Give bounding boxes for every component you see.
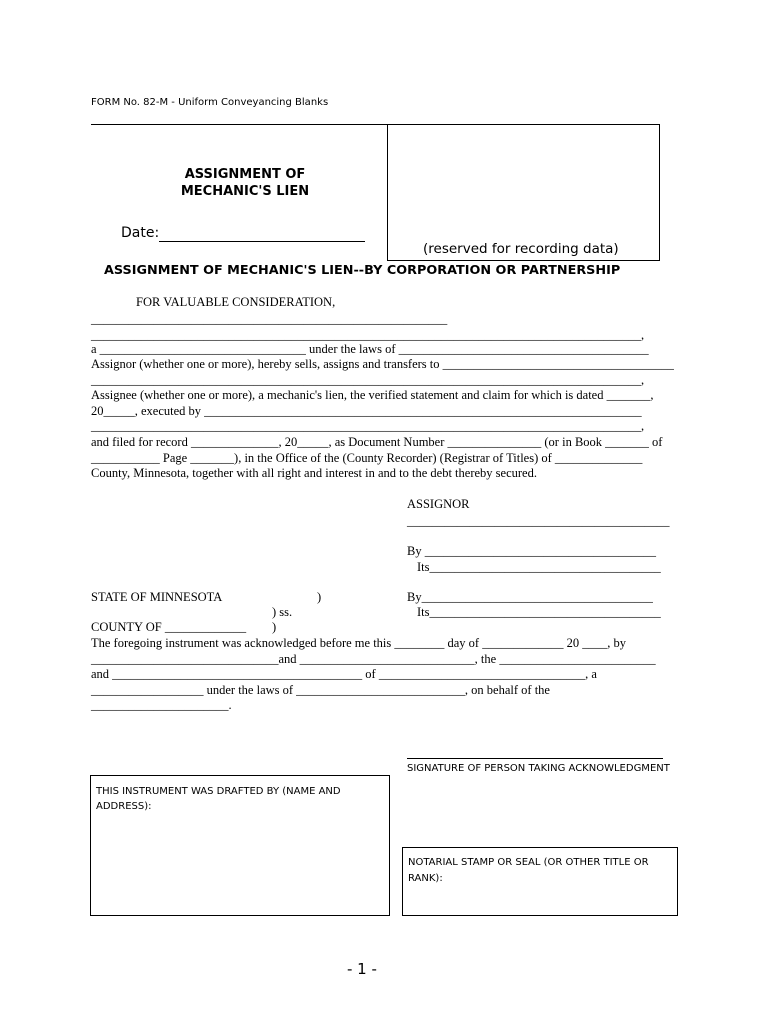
assignor-label: ASSIGNOR (407, 497, 470, 511)
date-field-line (159, 241, 365, 242)
acknowledgment-line-4: __________________ under the laws of ___________________________, on behalf of the (91, 683, 550, 697)
acknowledgment-line-3: and ________________________________________ of _________________________________, a (91, 667, 597, 681)
its-title-line: Its_____________________________________ (417, 560, 661, 574)
drafted-by-line-1: THIS INSTRUMENT WAS DRAFTED BY (NAME AND (96, 786, 341, 797)
its-title-line-2: Its_____________________________________ (417, 605, 661, 619)
consideration-text: FOR VALUABLE CONSIDERATION, (136, 295, 336, 309)
by-signature-line: By _____________________________________ (407, 544, 656, 558)
executed-line: 20_____, executed by ______________________________________________________________________ (91, 404, 642, 418)
assignor-signature-line: __________________________________________ (407, 514, 670, 528)
page-number: - 1 - (347, 960, 377, 978)
state-label: STATE OF MINNESOTA (91, 590, 223, 604)
title-line-1: ASSIGNMENT OF (184, 167, 306, 182)
notary-box-line-1: NOTARIAL STAMP OR SEAL (OR OTHER TITLE OR (408, 857, 649, 868)
recording-box-caption: (reserved for recording data) (423, 241, 619, 257)
signature-caption: SIGNATURE OF PERSON TAKING ACKNOWLEDGMENT (407, 763, 670, 774)
acknowledgment-line-2: ______________________________and ____________________________, the _________________________ (91, 652, 656, 666)
assignee-line: Assignee (whether one or more), a mechanic's lien, the verified statement and claim for which is dated _______, (91, 388, 654, 402)
title-line-2: MECHANIC'S LIEN (180, 184, 310, 199)
ss-label: ) ss. (272, 605, 293, 619)
state-paren: ) (317, 590, 322, 604)
under-laws-line: a _________________________________ under the laws of ________________________________________ (91, 342, 649, 356)
county-line: County, Minnesota, together with all right and interest in and to the debt thereby secured. (91, 466, 537, 480)
date-label: Date: (121, 225, 160, 241)
drafted-by-line-2: ADDRESS): (96, 801, 152, 812)
blank-line-comma-1: ________________________________________________________________________________________, (91, 328, 645, 342)
header-rule (91, 124, 388, 125)
by-signature-line-2: By_____________________________________ (407, 590, 653, 604)
main-heading: ASSIGNMENT OF MECHANIC'S LIEN--BY CORPORATION OR PARTNERSHIP (104, 263, 621, 278)
notary-box-line-2: RANK): (408, 873, 443, 884)
blank-line: _________________________________________________________ (91, 312, 448, 326)
county-paren: ) (272, 620, 277, 634)
page-line: ___________ Page _______), in the Office of the (County Recorder) (Registrar of Titles) of ______________ (91, 451, 643, 465)
acknowledgment-line-5: ______________________. (91, 698, 232, 712)
blank-line-comma-2: ________________________________________________________________________________________, (91, 373, 645, 387)
acknowledgment-line-1: The foregoing instrument was acknowledged before me this ________ day of _____________ 20 ____, by (91, 636, 626, 650)
notary-signature-line (407, 758, 663, 759)
assignor-line: Assignor (whether one or more), hereby sells, assigns and transfers to _____________________________________ (91, 357, 674, 371)
blank-line-comma-3: ________________________________________________________________________________________, (91, 419, 645, 433)
filed-line: and filed for record ______________, 20_____, as Document Number _______________ (or in Book _______ of (91, 435, 663, 449)
form-number: FORM No. 82-M - Uniform Conveyancing Blanks (91, 97, 329, 108)
county-of-label: COUNTY OF _____________ (91, 620, 247, 634)
